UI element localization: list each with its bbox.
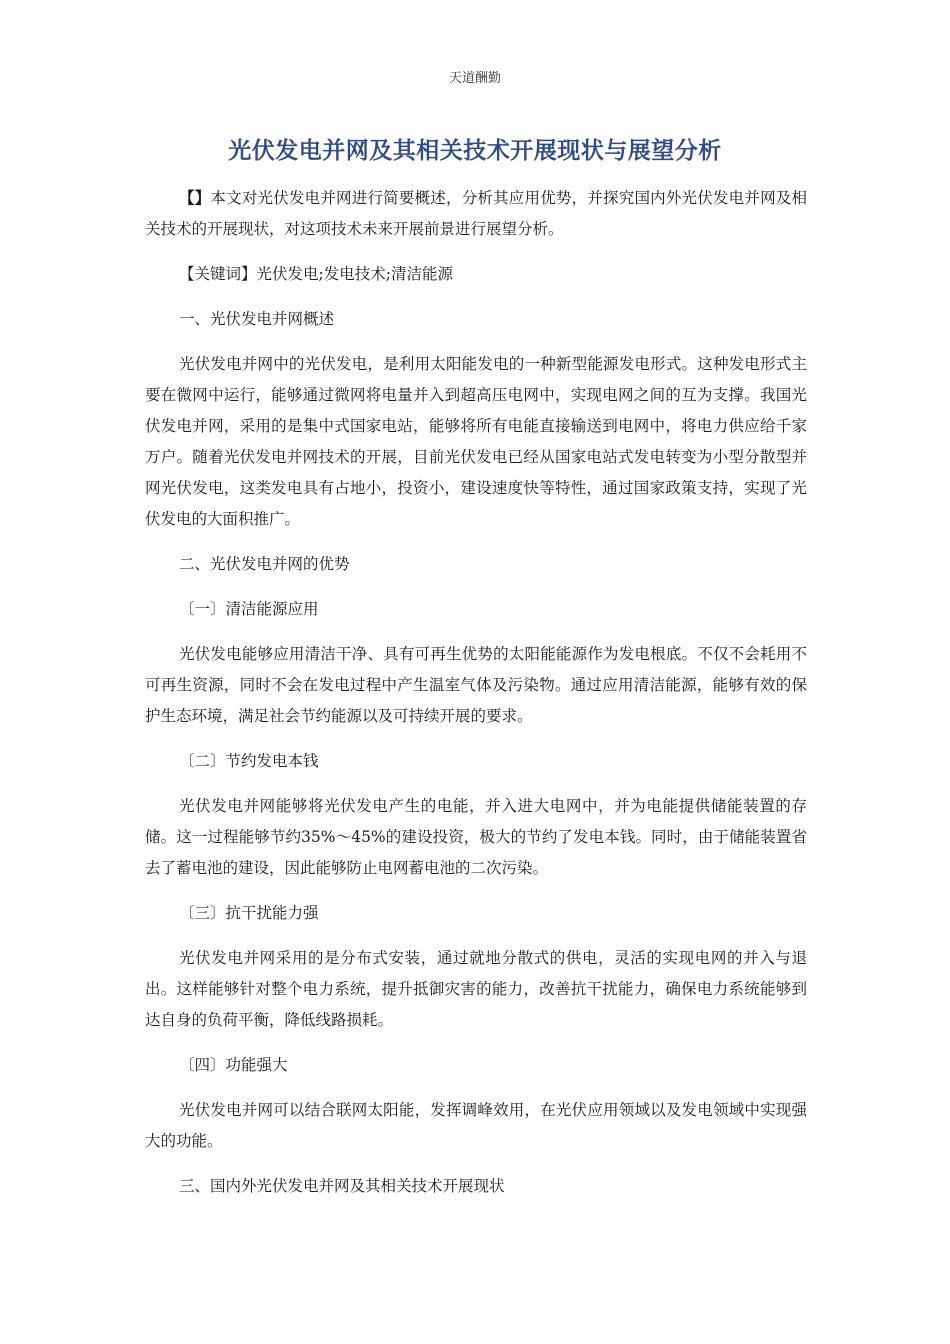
subsection-2-2-heading: 〔二〕节约发电本钱 — [179, 752, 319, 770]
subsection-2-1-paragraph: 光伏发电能够应用清洁干净、具有可再生优势的太阳能能源作为发电根底。不仅不会耗用不可再生资源，同时不会在发电过程中产生温室气体及污染物。通过应用清洁能源，能够有效的保护生态环境，满足社会节约能源以及可持续开展的要求。 — [145, 645, 807, 725]
subsection-2-3-paragraph: 光伏发电并网采用的是分布式安装，通过就地分散式的供电，灵活的实现电网的并入与退出。这样能够针对整个电力系统，提升抵御灾害的能力，改善抗干扰能力，确保电力系统能够到达自身的负荷平衡，降低线路损耗。 — [145, 949, 807, 1029]
document-body — [145, 182, 807, 1202]
keywords-line: 【关键词】光伏发电;发电技术;清洁能源 — [179, 265, 453, 283]
section-1-paragraph: 光伏发电并网中的光伏发电，是利用太阳能发电的一种新型能源发电形式。这种发电形式主要在微网中运行，能够通过微网将电量并入到超高压电网中，实现电网之间的互为支撑。我国光伏发电并网，采用的是集中式国家电站，能够将所有电能直接输送到电网中，将电力供应给千家万户。随着光伏发电并网技术的开展，目前光伏发电已经从国家电站式发电转变为小型分散型并网光伏发电，这类发电具有占地小，投资小，建设速度快等特性，通过国家政策支持，实现了光伏发电的大面积推广。 — [145, 355, 807, 528]
subsection-2-4-heading: 〔四〕功能强大 — [179, 1056, 288, 1074]
page-header: 天道酬勤 — [448, 71, 501, 86]
section-2-heading: 二、光伏发电并网的优势 — [179, 555, 350, 573]
abstract-paragraph — [145, 182, 807, 245]
section-1-heading: 一、光伏发电并网概述 — [179, 310, 335, 328]
subsection-2-3-heading: 〔三〕抗干扰能力强 — [179, 904, 319, 922]
abstract-text: 本文对光伏发电并网进行简要概述，分析其应用优势，并探究国内外光伏发电并网及相关技术的开展现状，对这项技术未来开展前景进行展望分析。 — [145, 189, 807, 238]
subsection-2-4-paragraph: 光伏发电并网可以结合联网太阳能，发挥调峰效用，在光伏应用领域以及发电领域中实现强大的功能。 — [145, 1101, 807, 1150]
document-title: 光伏发电并网及其相关技术开展现状与展望分析 — [228, 138, 722, 164]
section-3-heading: 三、国内外光伏发电并网及其相关技术开展现状 — [179, 1177, 505, 1195]
subsection-2-1-heading: 〔一〕清洁能源应用 — [179, 600, 319, 618]
subsection-2-2-paragraph: 光伏发电并网能够将光伏发电产生的电能，并入进大电网中，并为电能提供储能装置的存储。这一过程能够节约35%～45%的建设投资，极大的节约了发电本钱。同时，由于储能装置省去了蓄电池的建设，因此能够防止电网蓄电池的二次污染。 — [145, 797, 807, 877]
abstract-label: 【】 — [179, 188, 211, 207]
